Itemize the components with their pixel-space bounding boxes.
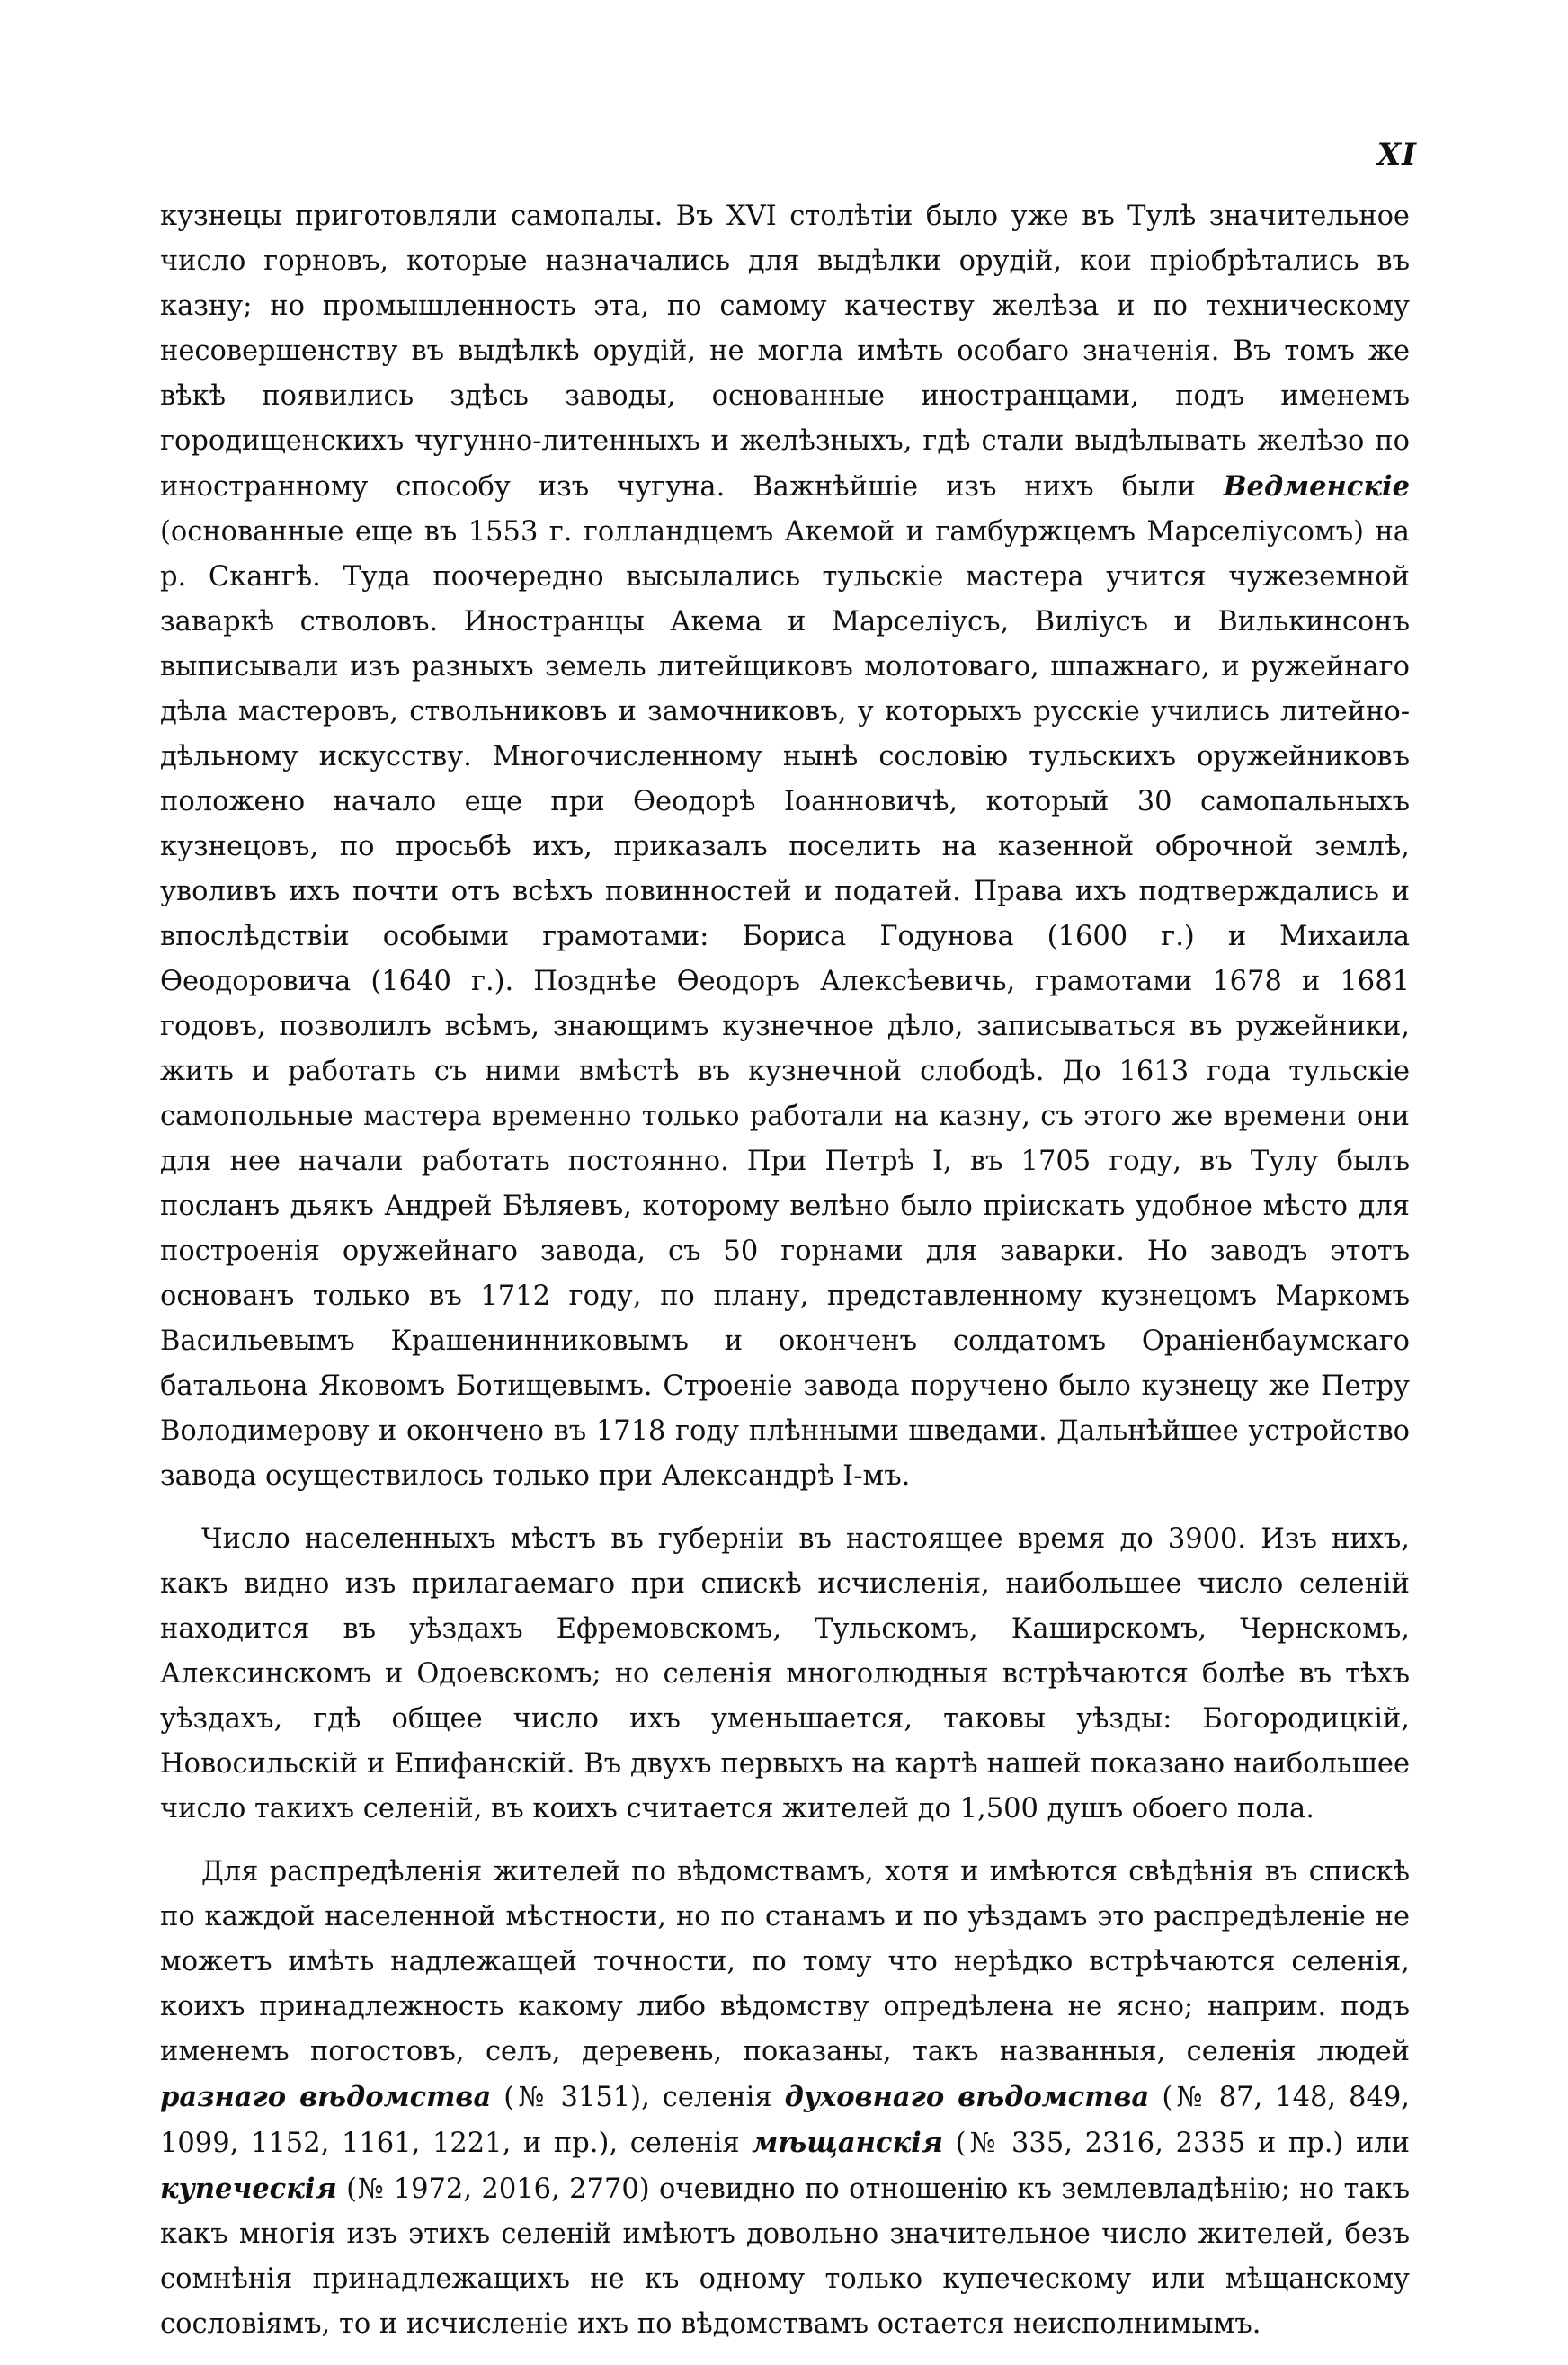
text-run: (№ 3151), селенія [491,2082,785,2113]
text-run: Для распредѣленія жителей по вѣдомствамъ, хотя и имѣются свѣдѣнія въ спискѣ по каждой населенной мѣстности, но по станамъ и по уѣздамъ это распредѣленіе не можетъ имѣть надлежащей точности, по тому что нерѣдко встрѣчаются селенія, коихъ принадлежность какому либо вѣдомству опредѣлена не ясно; наприм. подъ именемъ погостовъ, селъ, деревень, показаны, такъ названныя, селенія людей [160,1856,1410,2067]
page-number: XI [1376,137,1417,173]
paragraph [160,194,1410,1499]
text-run: кузнецы приготовляли самопалы. Въ XVI столѣтіи было уже въ Тулѣ значительное число горновъ, которые назначались для выдѣлки орудій, кои пріобрѣтались въ казну; но промышленность эта, по самому качеству желѣза и по техническому несовершенству въ выдѣлкѣ орудій, не могла имѣть особаго значенія. Въ томъ же вѣкѣ появились здѣсь заводы, основанные иностранцами, подъ именемъ городищенскихъ чугунно-литенныхъ и желѣзныхъ, гдѣ стали выдѣлывать желѣзо по иностранному способу изъ чугуна. Важнѣйшіе изъ нихъ были [160,201,1410,503]
body-text [160,194,1410,2365]
text-run: (№ 87, 148, 849, 1099, 1152, 1161, 1221, и пр.), селенія [160,2082,1411,2159]
emphasized-term: разнаго вѣдомства [160,2081,492,2113]
emphasized-term: духовнаго вѣдомства [784,2081,1150,2113]
emphasized-term: мѣщанскія [752,2127,943,2159]
paragraph [160,1517,1410,1832]
text-run: (основанные еще въ 1553 г. голландцемъ Акемой и гамбуржцемъ Марселіусомъ) на р. Скангѣ. Туда поочередно высылались тульскіе мастера учится чужеземной заваркѣ стволовъ. Иностранцы Акема и Марселіусъ, Виліусъ и Вилькинсонъ выписывали изъ разныхъ земель литейщиковъ молотоваго, шпажнаго, и ружейнаго дѣла мастеровъ, ствольниковъ и замочниковъ, у которыхъ русскіе учились литейно-дѣльному искусству. Многочисленному нынѣ сословію тульскихъ оружейниковъ положено начало еще при Ѳеодорѣ Іоанновичѣ, который 30 самопальныхъ кузнецовъ, по просьбѣ ихъ, приказалъ поселить на казенной оброчной землѣ, уволивъ ихъ почти отъ всѣхъ повинностей и податей. Права ихъ подтверждались и впослѣдствіи особыми грамотами: Бориса Годунова (1600 г.) и Михаила Ѳеодоровича (1640 г.). Позднѣе Ѳеодоръ Алексѣевичь, грамотами 1678 и 1681 годовъ, позволилъ всѣмъ, знающимъ кузнечное дѣло, записываться въ ружейники, жить и работать съ ними вмѣстѣ въ кузнечной слободѣ. До 1613 года тульскіе самопольные мастера временно только работали на казну, съ этого же времени они для нее начали работать постоянно. При Петрѣ I, въ 1705 году, въ Тулу былъ посланъ дьякъ Андрей Бѣляевъ, которому велѣно было пріискать удобное мѣсто для построенія оружейнаго завода, съ 50 горнами для заварки. Но заводъ этотъ основанъ только въ 1712 году, по плану, представленному кузнецомъ Маркомъ Васильевымъ Крашенинниковымъ и оконченъ солдатомъ Ораніенбаумскаго батальона Яковомъ Ботищевымъ. Строеніе завода поручено было кузнецу же Петру Володимерову и окончено въ 1718 году плѣнными шведами. Дальнѣйшее устройство завода осуществилось только при Александрѣ I-мъ. [160,516,1410,1492]
paragraph [160,1850,1410,2347]
text-run: (№ 1972, 2016, 2770) очевидно по отношенію къ землевладѣнію; но такъ какъ многія изъ этихъ селеній имѣютъ довольно значительное число жителей, безъ сомнѣнія принадлежащихъ не къ одному только купеческому или мѣщанскому сословіямъ, то и исчисленіе ихъ по вѣдомствамъ остается неисполнимымъ. [160,2173,1410,2340]
emphasized-term: Ведменскіе [1223,470,1410,503]
text-run: Число населенныхъ мѣстъ въ губерніи въ настоящее время до 3900. Изъ нихъ, какъ видно изъ прилагаемаго при спискѣ исчисленія, наибольшее число селеній находится въ уѣздахъ Ефремовскомъ, Тульскомъ, Каширскомъ, Чернскомъ, Алексинскомъ и Одоевскомъ; но селенія многолюдныя встрѣчаются болѣе въ тѣхъ уѣздахъ, гдѣ общее число ихъ уменьшается, таковы уѣзды: Богородицкій, Новосильскій и Епифанскій. Въ двухъ первыхъ на картѣ нашей показано наибольшее число такихъ селеній, въ коихъ считается жителей до 1,500 душъ обоего пола. [160,1523,1410,1825]
emphasized-term: купеческія [160,2173,337,2205]
text-run: (№ 335, 2316, 2335 и пр.) или [942,2128,1410,2159]
